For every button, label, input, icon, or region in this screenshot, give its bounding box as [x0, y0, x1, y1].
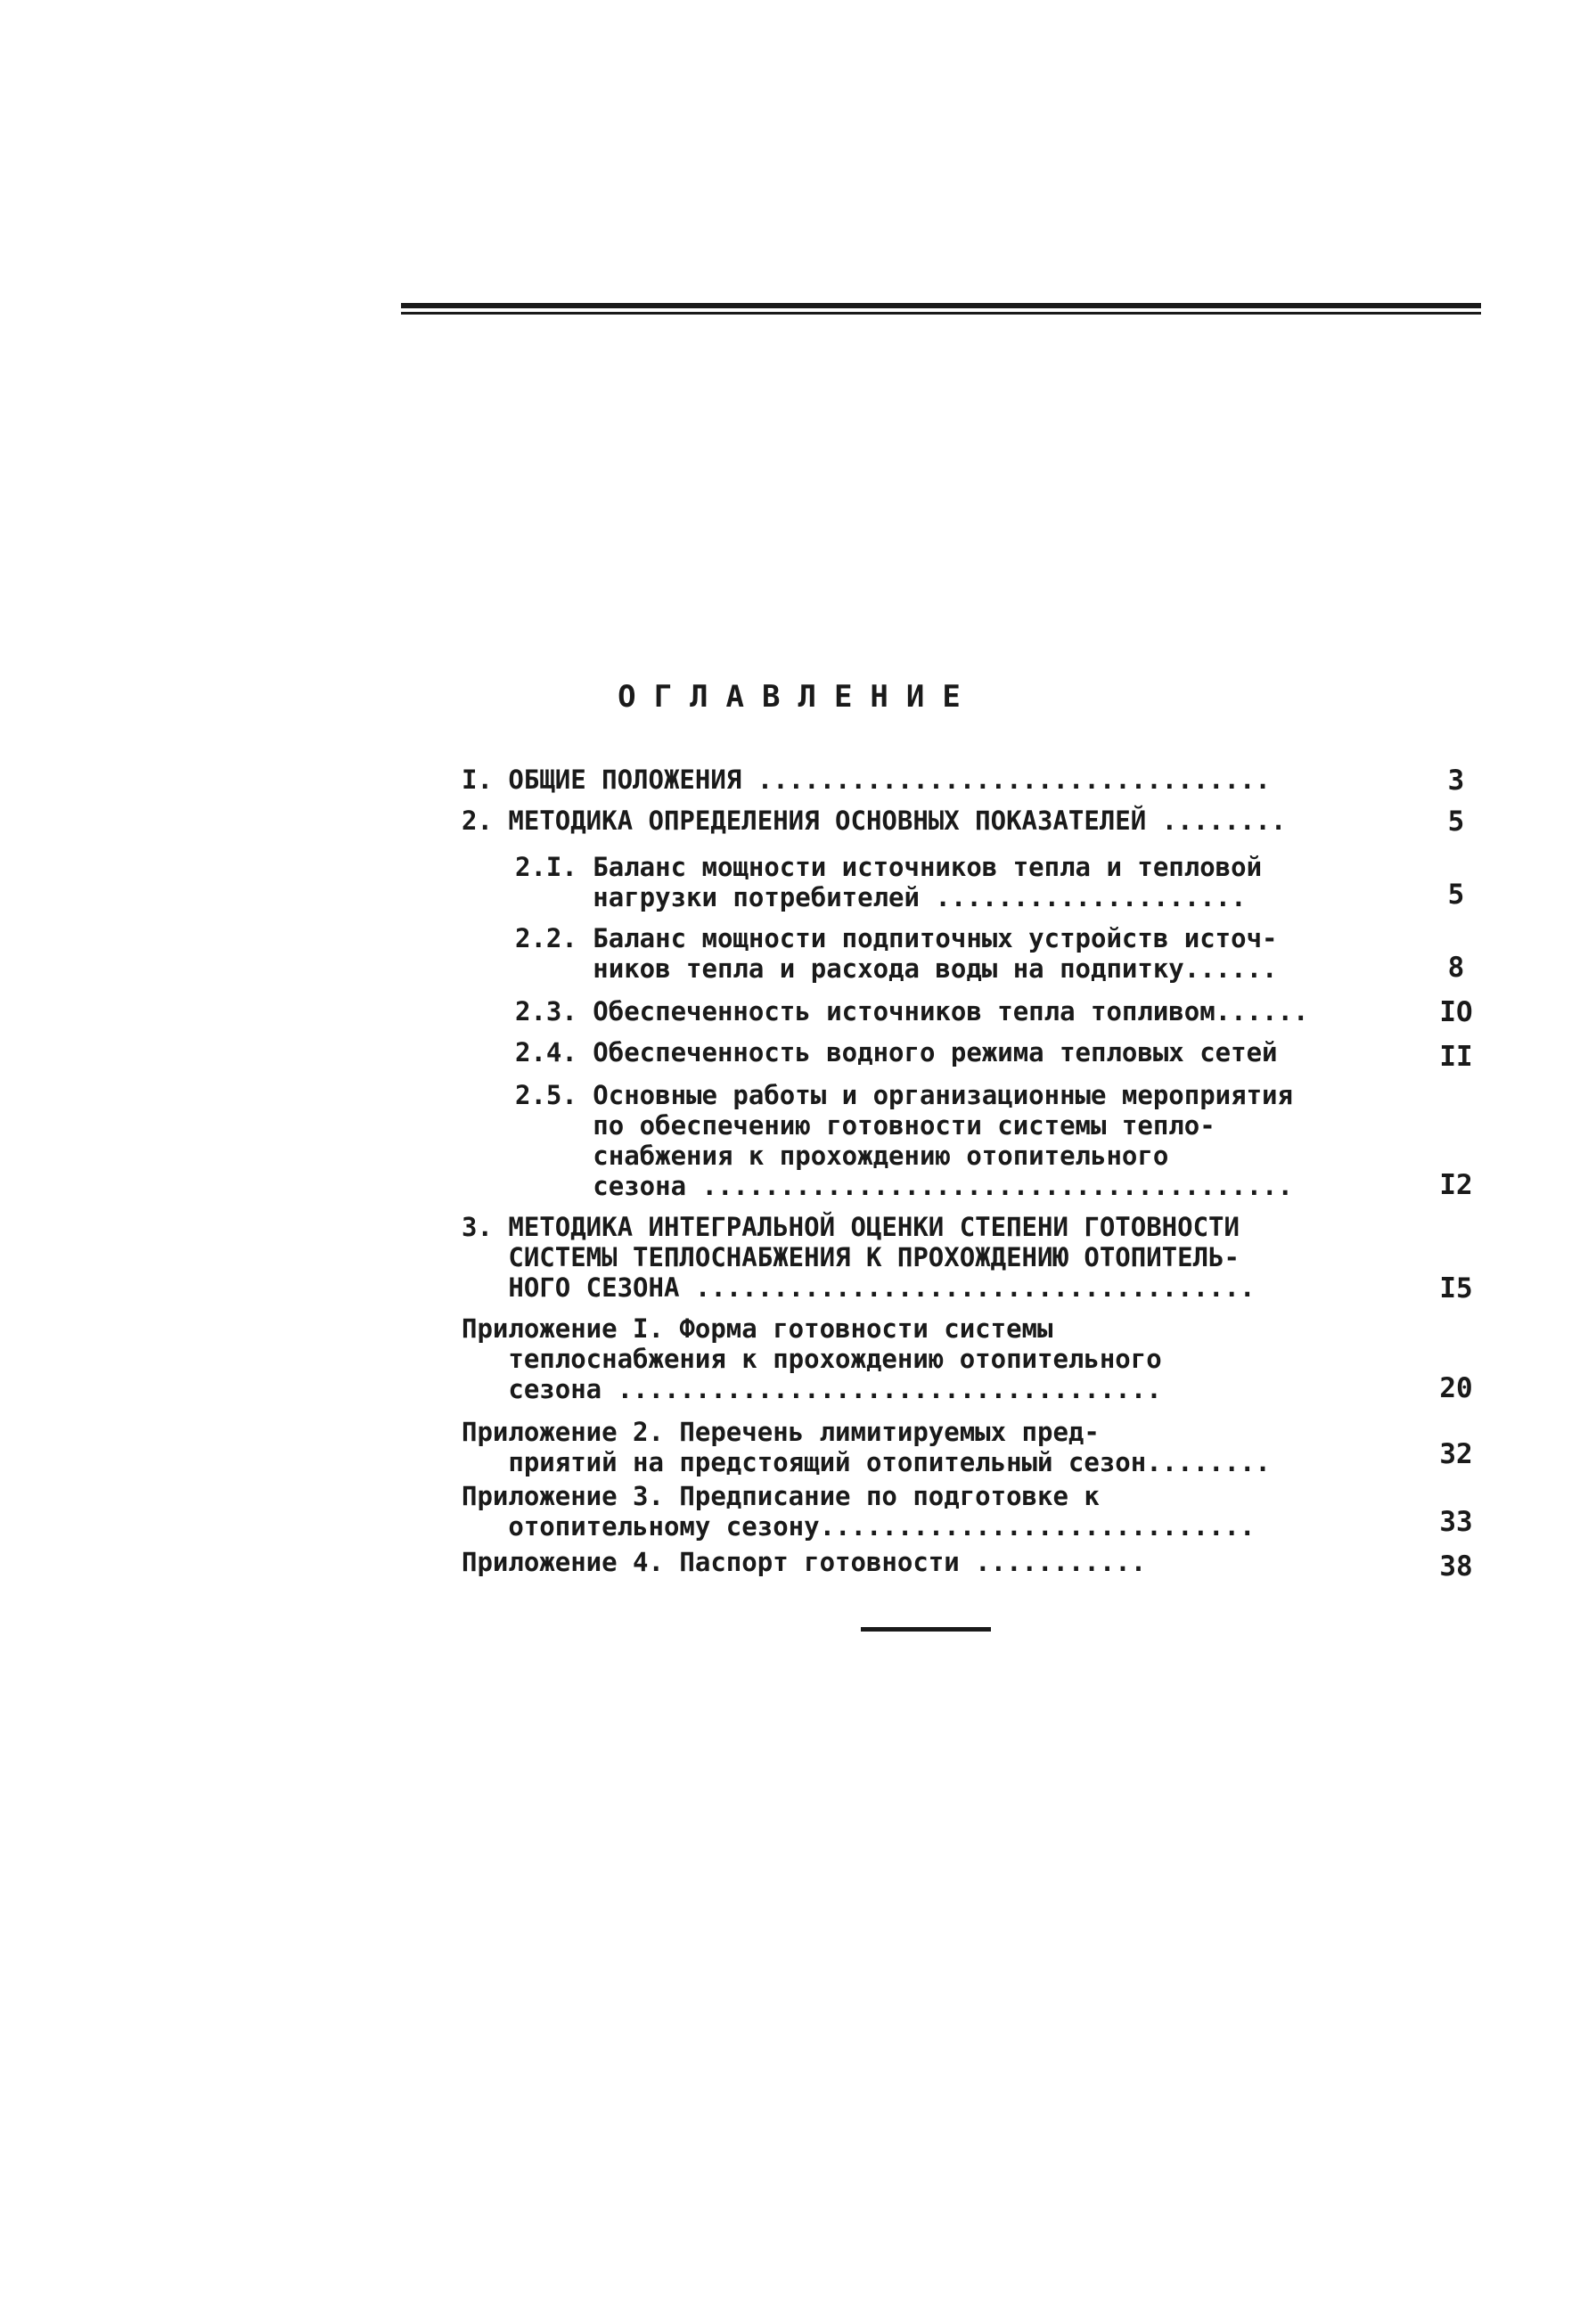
- toc-entry-3-line-2: СИСТЕМЫ ТЕПЛОСНАБЖЕНИЯ К ПРОХОЖДЕНИЮ ОТОПИТЕЛЬ-: [462, 1242, 1240, 1272]
- toc-page-appendix-2: 32: [1439, 1438, 1473, 1470]
- toc-page-2-2: 8: [1447, 952, 1465, 984]
- toc-appendix-2-line-1: Приложение 2. Перечень лимитируемых пред-: [462, 1417, 1100, 1447]
- toc-entry-2-4: [515, 1037, 1278, 1067]
- toc-page-2-1: 5: [1447, 879, 1465, 911]
- toc-page-2-5: I2: [1439, 1169, 1473, 1201]
- toc-page-2-3: IO: [1439, 996, 1473, 1028]
- toc-entry-3-line-3: НОГО СЕЗОНА ....................................: [462, 1272, 1256, 1303]
- toc-appendix-3: [462, 1481, 1255, 1542]
- toc-appendix-1-line-3: сезона ...................................: [462, 1374, 1162, 1404]
- toc-appendix-2: [462, 1417, 1271, 1477]
- toc-entry-1-line-1: I. ОБЩИЕ ПОЛОЖЕНИЯ .................................: [462, 765, 1271, 795]
- toc-page-appendix-3: 33: [1439, 1506, 1473, 1538]
- toc-appendix-4: [462, 1547, 1146, 1577]
- header-rule-thin: [401, 312, 1481, 315]
- toc-page-2: 5: [1447, 806, 1465, 838]
- toc-entry-2-2-line-1: 2.2. Баланс мощности подпиточных устройств источ-: [515, 923, 1278, 953]
- toc-page-appendix-4: 38: [1439, 1550, 1473, 1583]
- toc-appendix-1-line-2: теплоснабжения к прохождению отопительного: [462, 1344, 1162, 1374]
- toc-appendix-1: [462, 1313, 1162, 1404]
- toc-entry-2-5-line-4: сезона ......................................: [515, 1171, 1293, 1201]
- toc-page-1: 3: [1447, 765, 1465, 797]
- toc-entry-2-3: [515, 996, 1308, 1027]
- toc-entry-2-1-line-1: 2.I. Баланс мощности источников тепла и тепловой: [515, 852, 1263, 882]
- toc-entry-2: [462, 806, 1286, 836]
- toc-entry-1: [462, 765, 1271, 795]
- toc-appendix-3-line-2: отопительному сезону............................: [462, 1511, 1256, 1542]
- toc-entry-3: [462, 1212, 1255, 1303]
- toc-appendix-3-line-1: Приложение 3. Предписание по подготовке к: [462, 1481, 1100, 1511]
- toc-entry-2-line-1: 2. МЕТОДИКА ОПРЕДЕЛЕНИЯ ОСНОВНЫХ ПОКАЗАТЕЛЕЙ ........: [462, 806, 1287, 836]
- toc-entry-2-1-line-2: нагрузки потребителей ....................: [515, 882, 1247, 912]
- toc-entry-2-4-line-1: 2.4. Обеспеченность водного режима тепловых сетей: [515, 1037, 1278, 1067]
- toc-page-appendix-1: 20: [1439, 1372, 1473, 1404]
- toc-entry-2-5: [515, 1080, 1293, 1201]
- page-title: ОГЛАВЛЕНИЕ: [618, 679, 978, 715]
- toc-appendix-4-line-1: Приложение 4. Паспорт готовности ...........: [462, 1547, 1147, 1577]
- footer-rule: [861, 1627, 991, 1632]
- toc-appendix-2-line-2: приятий на предстоящий отопительный сезон........: [462, 1447, 1271, 1477]
- header-rule: [401, 303, 1481, 308]
- toc-page-3: I5: [1439, 1272, 1473, 1305]
- toc-entry-2-3-line-1: 2.3. Обеспеченность источников тепла топливом......: [515, 996, 1309, 1027]
- toc-entry-2-2: [515, 923, 1278, 984]
- toc-entry-2-5-line-3: снабжения к прохождению отопительного: [515, 1141, 1169, 1171]
- toc-entry-3-line-1: 3. МЕТОДИКА ИНТЕГРАЛЬНОЙ ОЦЕНКИ СТЕПЕНИ ГОТОВНОСТИ: [462, 1212, 1240, 1242]
- toc-entry-2-1: [515, 852, 1262, 912]
- toc-entry-2-5-line-1: 2.5. Основные работы и организационные мероприятия: [515, 1080, 1293, 1110]
- toc-page-2-4: II: [1439, 1041, 1473, 1073]
- toc-entry-2-2-line-2: ников тепла и расхода воды на подпитку......: [515, 953, 1278, 984]
- toc-appendix-1-line-1: Приложение I. Форма готовности системы: [462, 1313, 1053, 1344]
- toc-entry-2-5-line-2: по обеспечению готовности системы тепло-: [515, 1110, 1215, 1141]
